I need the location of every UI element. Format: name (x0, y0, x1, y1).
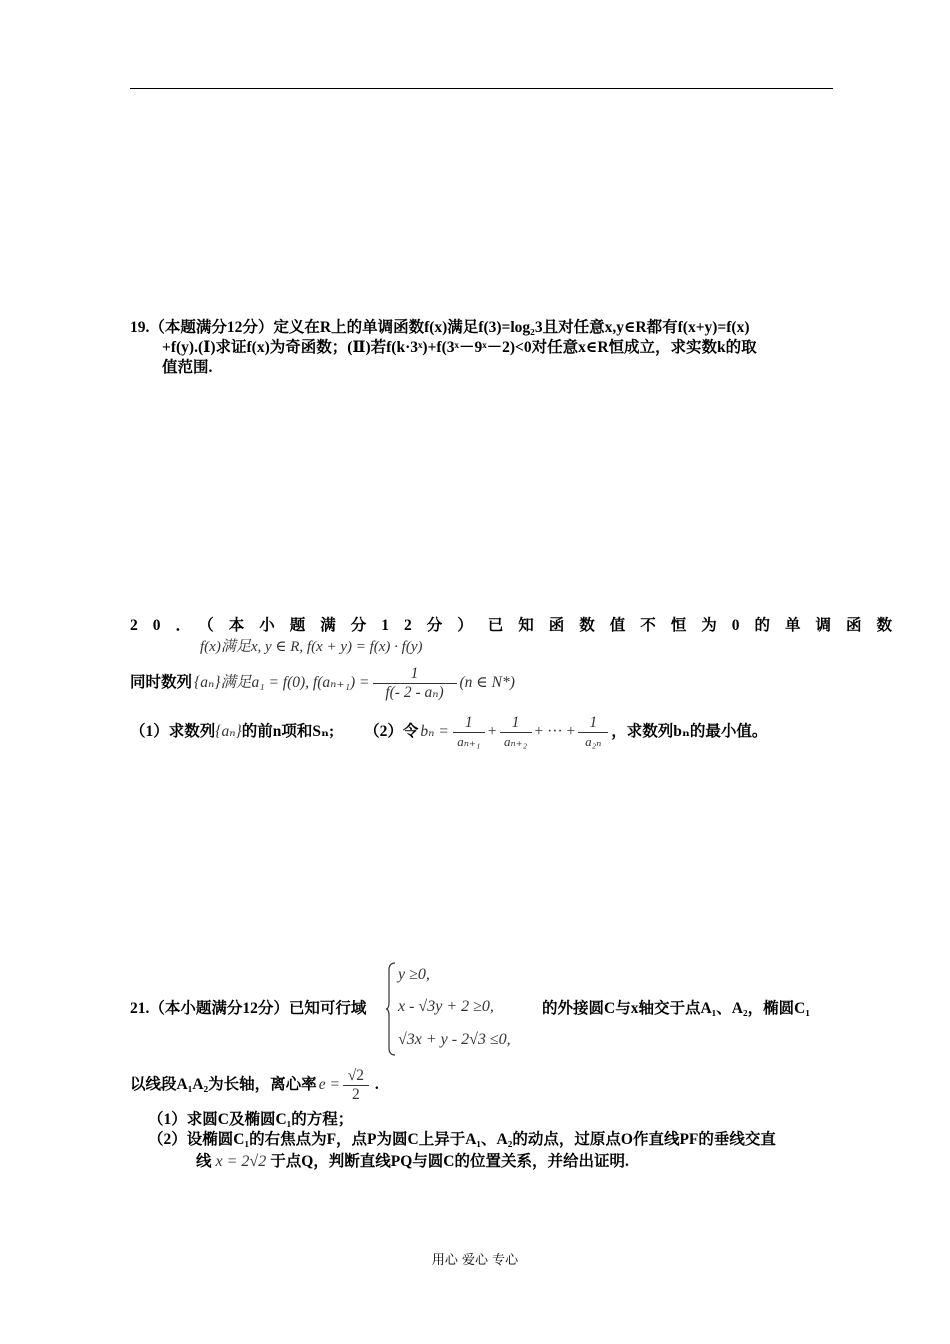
q21-ecc-lhs: e = (318, 1076, 340, 1093)
q20-part2-suffix: ，求数列bₙ的最小值。 (611, 723, 768, 740)
q21-part2-line2-prefix: 线 (196, 1153, 212, 1170)
q20-line2-formula: {aₙ}满足a₁ = f(0), f(aₙ₊₁) = (194, 674, 370, 691)
q21-system-line1: y ≥0, (398, 966, 430, 983)
q20-term-2-num: 1 (500, 714, 532, 733)
q20-line2-fraction (373, 665, 457, 702)
q20-part1-sequence: {aₙ} (215, 723, 242, 740)
q20-term-2 (500, 714, 532, 751)
q20-term-1 (453, 714, 485, 751)
q20-parts (130, 708, 767, 756)
q20-fraction-denominator: f(- 2 - aₙ) (385, 683, 444, 701)
q20-line2 (130, 660, 515, 706)
q20-dots: + ··· + (534, 723, 576, 740)
q20-term-1-num: 1 (453, 714, 485, 733)
q20-part1-prefix: （1）求数列 (130, 723, 216, 740)
q21-system-brace (386, 962, 396, 1056)
q21-prefix: 21.（本小题满分12分）已知可行域 (130, 1000, 367, 1017)
q20-fraction-numerator: 1 (373, 665, 457, 684)
q20-line2-prefix: 同时数列 (130, 674, 193, 691)
q21-ecc-fraction (343, 1067, 369, 1104)
q20-plus: + (487, 723, 497, 740)
page-footer: 用心 爱心 专心 (431, 1253, 519, 1268)
q21-system-line3: √3x + y - 2√3 ≤0, (398, 1031, 511, 1048)
q20-formula1: f(x)满足x, y ∈ R, f(x + y) = f(x) · f(y) (200, 639, 423, 655)
q19-line1: 19.（本题满分12分）定义在R上的单调函数f(x)满足f(3)=log₂3且对任意x,y∈R都有f(x+y)=f(x) (130, 319, 750, 336)
q20-term-3 (578, 714, 608, 751)
q19-line3: 值范围. (162, 359, 213, 376)
q20-part1-suffix: 的前n项和Sₙ; (241, 723, 335, 740)
q21-ecc-den: 2 (352, 1085, 360, 1103)
q20-term-1-den: aₙ₊₁ (457, 733, 481, 749)
q21-ecc-num: √2 (343, 1067, 369, 1086)
q20-heading: 20．（本小题满分12分）已知函数值不恒为0的单调函数 (130, 617, 908, 634)
q20-part2-prefix: （2）令 (364, 723, 419, 740)
q20-term-2-den: aₙ₊₂ (503, 733, 528, 749)
q21-line2-prefix: 以线段A₁A₂为长轴，离心率 (130, 1076, 317, 1093)
q20-part2-bn: bₙ = (420, 723, 449, 740)
q21-part1: （1）求圆C及椭圆C₁的方程； (148, 1111, 354, 1128)
q21-line2-end: . (374, 1076, 379, 1093)
q19-line2: +f(y).(Ⅰ)求证f(x)为奇函数；(Ⅱ)若f(k·3ˣ)+f(3ˣ－9ˣ－2)<0对任意x∈R恒成立，求实数k的取 (162, 339, 757, 356)
q21-line2 (130, 1060, 379, 1110)
q20-term-3-num: 1 (578, 714, 608, 733)
q21-part2-line2-suffix: 于点Q，判断直线PQ与圆C的位置关系，并给出证明. (270, 1153, 629, 1170)
header-rule (130, 88, 833, 89)
q21-part2-formula: x = 2√2 (215, 1153, 267, 1170)
q21-after-system: 的外接圆C与x轴交于点A₁、A₂，椭圆C₁ (542, 1000, 810, 1017)
q20-line2-tail: (n ∈ N*) (459, 674, 515, 691)
q21-part2-line1: （2）设椭圆C₁的右焦点为F，点P为圆C上异于A₁、A₂的动点，过原点O作直线PF的垂线交直 (148, 1131, 776, 1148)
q20-term-3-den: a₂ₙ (585, 733, 602, 749)
q21-part2-line2 (196, 1152, 629, 1172)
q21-system-line2: x - √3y + 2 ≥0, (398, 998, 494, 1015)
